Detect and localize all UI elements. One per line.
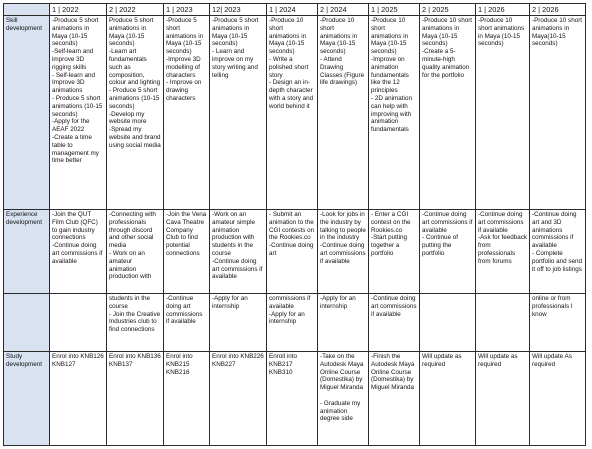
plan-cell: [476, 210, 530, 294]
plan-cell: [267, 16, 318, 210]
cell-line: KNB216: [166, 368, 190, 376]
header-period: 1 | 2025: [369, 4, 420, 16]
cell-line: -Ask for feedback from professionals from forums: [478, 234, 527, 265]
plan-cell: [267, 210, 318, 294]
cell-line: -Continue doing art commissions if available: [478, 211, 524, 234]
cell-line: - Work on an amateur animation production with: [109, 249, 152, 281]
cell-line: -Continue doing art: [269, 242, 314, 257]
cell-line: - Continue of putting the portfolio: [422, 234, 459, 257]
cell-line: -Start putting together a portfolio: [371, 234, 408, 257]
cell-line: KNB127: [52, 360, 76, 368]
plan-cell: [420, 16, 476, 210]
cell-line: -Produce 10 short animations in Maya (10-15 seconds): [371, 17, 409, 56]
plan-cell: [164, 294, 210, 352]
cell-line: -Produce 10 short animations in Maya (10-15 seconds): [320, 17, 358, 56]
header-period: 1 | 2024: [267, 4, 318, 16]
header-period: 1 | 2023: [164, 4, 210, 16]
cell-line: Will update as required: [478, 353, 518, 368]
header-corner: [4, 4, 50, 16]
cell-line: -Produce 10 short animations in Maya (10-15 seconds): [269, 17, 307, 56]
cell-line: -Continue doing art commissions if available: [371, 295, 417, 318]
cell-line: -Create a time table to management my time better: [52, 133, 99, 165]
cell-line: -Join the Vena Cava Theatre Company Club to find potential connections: [166, 211, 207, 257]
cell-line: -Finish the Autodesk Maya Online Course (Domestika) by Miguel Miranda: [371, 353, 415, 392]
cell-line: - Improve on drawing characters: [166, 79, 202, 102]
header-period: 2 | 2024: [318, 4, 369, 16]
plan-cell: [164, 352, 210, 446]
cell-line: -Continue doing art commissions if available: [422, 211, 473, 234]
plan-cell: [530, 294, 586, 352]
plan-cell: [50, 352, 107, 446]
cell-line: KNB227: [212, 360, 236, 368]
plan-cell: [476, 294, 530, 352]
cell-line: - Complete portfolio and send it off to job listings: [532, 249, 583, 273]
cell-line: -Improve on animation fundamentals like the 12 principles: [371, 55, 409, 95]
cell-line: KNB137: [109, 360, 133, 368]
cell-line: Enrol into KNB226: [212, 353, 264, 360]
cell-line: - Enter a CGI contest on the Rookies.co: [371, 211, 411, 234]
cell-line: -Produce 5 short animations in Maya (10-15 seconds): [166, 17, 204, 56]
plan-cell: [107, 294, 164, 352]
row-label: Skill development: [4, 16, 50, 210]
plan-cell: [107, 352, 164, 446]
plan-cell: [530, 352, 586, 446]
cell-line: - 2D animation can help with improving with animation fundamentals: [371, 94, 412, 134]
cell-line: -Apply for an internship: [320, 295, 356, 310]
plan-cell: [267, 294, 318, 352]
plan-table-page-2: [3, 293, 586, 446]
row-label: [4, 294, 50, 352]
row-label: Experience development: [4, 210, 50, 294]
cell-line: -Develop my website more: [109, 110, 147, 126]
cell-line: -Take on the Autodesk Maya Online Course (Domestika) by Miguel Miranda: [320, 353, 364, 392]
plan-cell: [420, 294, 476, 352]
cell-line: -Apply for an internship: [269, 310, 305, 326]
plan-cell: [530, 210, 586, 294]
cell-line: -Look for jobs in the industry by talking to people in the industry: [320, 211, 366, 242]
plan-cell: [318, 294, 369, 352]
cell-line: -Continue doing art commissions if available: [212, 257, 263, 281]
plan-cell: [420, 210, 476, 294]
cell-line: -Self-learn and improve 3D rigging skills: [52, 48, 94, 71]
cell-line: - Produce 5 short animations (10-15 seconds): [52, 94, 103, 118]
cell-line: -Produce 10 short animations in Maya (10-15 seconds): [422, 17, 473, 48]
cell-line: -Produce 10 short animations in Maya(10-15 seconds): [532, 17, 583, 48]
plan-cell: [107, 16, 164, 210]
plan-cell: [318, 16, 369, 210]
cell-line: Enrol into KNB215: [166, 353, 193, 368]
cell-line: - Produce 5 short animations (10-15 seconds): [109, 87, 160, 110]
plan-cell: [210, 294, 267, 352]
cell-line: - Join the Creative Industries club to find connections: [109, 310, 161, 334]
cell-line: -Produce 10 short animations in Maya (10-15 seconds): [478, 17, 525, 48]
plan-cell: [476, 16, 530, 210]
cell-line: KNB310: [269, 368, 293, 376]
cell-line: -Continue doing art commissions if available: [166, 295, 203, 326]
plan-cell: [369, 294, 420, 352]
plan-cell: [318, 210, 369, 294]
cell-line: - Learn and improve on my story writing and telling: [212, 48, 258, 79]
cell-line: [320, 392, 366, 400]
row-experience-continued: [4, 294, 586, 352]
cell-line: -Apply for an internship: [212, 295, 248, 310]
plan-cell: [210, 352, 267, 446]
cell-line: Enroll into KNB217: [269, 353, 298, 368]
cell-line: Enrol into KNB126: [52, 353, 104, 360]
cell-line: [52, 295, 104, 303]
header-period: 2 | 2022: [107, 4, 164, 16]
plan-cell: [50, 16, 107, 210]
cell-line: -Continue doing art and 3D animations commissions if available: [532, 211, 577, 250]
cell-line: -Apply for the AEAF 2022: [52, 118, 90, 134]
plan-cell: [50, 210, 107, 294]
header-period: 2 | 2026: [530, 4, 586, 16]
plan-table-page-1: [3, 3, 586, 294]
plan-cell: [476, 352, 530, 446]
plan-cell: [107, 210, 164, 294]
plan-cell: [164, 210, 210, 294]
cell-line: Enrol into KNB136: [109, 353, 161, 360]
cell-line: Will update As required: [532, 353, 572, 368]
cell-line: - Submit an animation to the CGI contests on the Rookies.co: [269, 211, 315, 242]
cell-line: [478, 295, 527, 303]
cell-line: - Attend Drawing Classes (Figure life drawings): [320, 55, 365, 87]
plan-cell: [369, 16, 420, 210]
cell-line: -Produce 5 short animations in Maya (10-15 seconds): [52, 17, 99, 48]
cell-line: -Join the QUT Film Club (QFC) to gain industry connections: [52, 211, 98, 242]
cell-line: commissions if available: [269, 295, 311, 310]
plan-cell: [267, 352, 318, 446]
cell-line: -Improve 3D modelling of characters: [166, 55, 201, 79]
cell-line: Produce 5 short animations in Maya (10-15 seconds): [109, 17, 154, 48]
cell-line: - Graduate my animation degree side: [320, 399, 361, 423]
cell-line: -Create a 5-minute-high quality animation for the portfolio: [422, 48, 470, 79]
plan-cell: [318, 352, 369, 446]
row-study-development: [4, 352, 586, 446]
plan-cell: [210, 16, 267, 210]
cell-line: students in the course: [109, 295, 150, 310]
row-label: Study development: [4, 352, 50, 446]
plan-cell: [50, 294, 107, 352]
cell-line: - Self-learn and Improve 3D animations: [52, 71, 96, 95]
cell-line: Will update as required: [422, 353, 462, 368]
cell-line: -Produce 5 short animations in Maya (10-15 seconds): [212, 17, 259, 48]
plan-cell: [164, 16, 210, 210]
cell-line: - Write a polished short story: [269, 55, 309, 79]
header-period: 1 | 2022: [50, 4, 107, 16]
cell-line: -Continue doing art commissions if available: [320, 242, 366, 265]
plan-cell: [530, 16, 586, 210]
cell-line: -Spread my website and brand using social media: [109, 126, 161, 149]
plan-cell: [420, 352, 476, 446]
row-experience-development: [4, 210, 586, 294]
cell-line: [422, 295, 473, 303]
header-period: 12| 2023: [210, 4, 267, 16]
plan-cell: [369, 352, 420, 446]
plan-cell: [369, 210, 420, 294]
header-period: 2 | 2025: [420, 4, 476, 16]
cell-line: - Design an in-depth character with a story and world behind it: [269, 79, 314, 110]
row-skill-development: [4, 16, 586, 210]
cell-line: online or from professionals I know: [532, 295, 573, 318]
cell-line: -Work on an amateur simple animation production with students in the course: [212, 211, 256, 257]
header-period: 1 | 2026: [476, 4, 530, 16]
cell-line: -Continue doing art commissions if available: [52, 242, 103, 265]
cell-line: -Learn art fundamentals such as composition, colour and lighting: [109, 48, 161, 87]
cell-line: -Connecting with professionals through discord and other social media: [109, 211, 156, 250]
plan-cell: [210, 210, 267, 294]
